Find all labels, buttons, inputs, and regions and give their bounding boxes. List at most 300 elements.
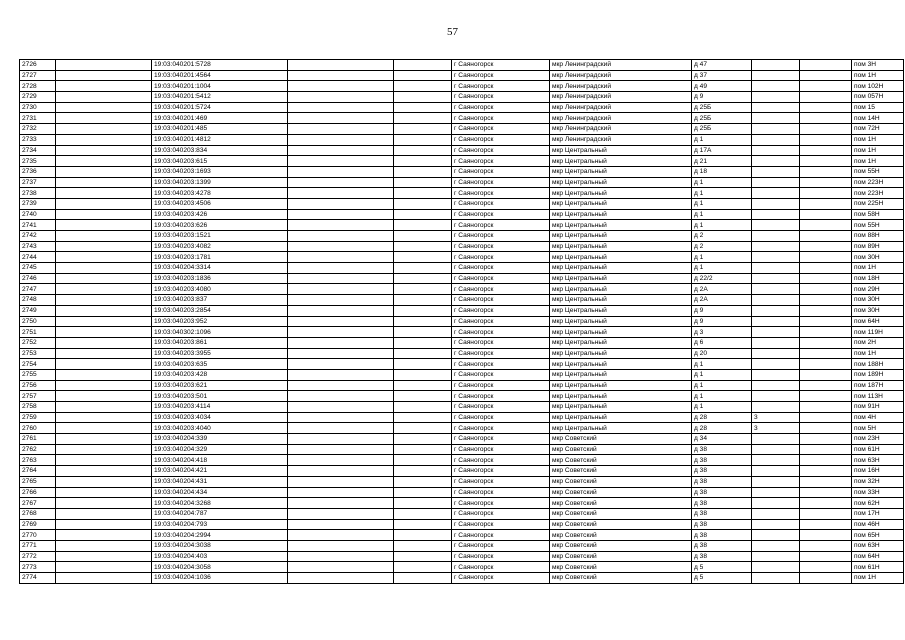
empty-cell: [288, 295, 394, 306]
empty-cell: [800, 273, 852, 284]
empty-cell: [288, 476, 394, 487]
empty-cell: [56, 198, 152, 209]
district-cell: мкр Центральный: [550, 252, 692, 263]
empty-cell: [800, 188, 852, 199]
premises-cell: пом 30Н: [852, 295, 904, 306]
empty-cell: [288, 231, 394, 242]
empty-cell: [394, 551, 452, 562]
table-row: [20, 391, 904, 402]
empty-cell: [394, 177, 452, 188]
empty-cell: [800, 220, 852, 231]
row-number-cell: 2735: [20, 156, 56, 167]
cadastral-number-cell: 19:03:040203:4082: [152, 241, 288, 252]
city-cell: г Саяногорск: [452, 444, 550, 455]
row-number-cell: 2746: [20, 273, 56, 284]
district-cell: мкр Центральный: [550, 369, 692, 380]
building-cell: [752, 466, 800, 477]
empty-cell: [800, 476, 852, 487]
district-cell: мкр Центральный: [550, 348, 692, 359]
city-cell: г Саяногорск: [452, 337, 550, 348]
empty-cell: [800, 359, 852, 370]
row-number-cell: 2733: [20, 134, 56, 145]
district-cell: мкр Центральный: [550, 220, 692, 231]
house-cell: д 38: [692, 444, 752, 455]
empty-cell: [288, 156, 394, 167]
row-number-cell: 2761: [20, 434, 56, 445]
row-number-cell: 2774: [20, 573, 56, 584]
empty-cell: [394, 476, 452, 487]
table-row: [20, 295, 904, 306]
row-number-cell: 2760: [20, 423, 56, 434]
row-number-cell: 2754: [20, 359, 56, 370]
cadastral-number-cell: 19:03:040204:421: [152, 466, 288, 477]
cadastral-number-cell: 19:03:040203:501: [152, 391, 288, 402]
house-cell: д 38: [692, 508, 752, 519]
city-cell: г Саяногорск: [452, 348, 550, 359]
empty-cell: [288, 391, 394, 402]
city-cell: г Саяногорск: [452, 412, 550, 423]
row-number-cell: 2731: [20, 113, 56, 124]
row-number-cell: 2766: [20, 487, 56, 498]
city-cell: г Саяногорск: [452, 476, 550, 487]
empty-cell: [800, 145, 852, 156]
house-cell: д 1: [692, 209, 752, 220]
empty-cell: [56, 530, 152, 541]
house-cell: д 34: [692, 434, 752, 445]
empty-cell: [56, 444, 152, 455]
building-cell: 3: [752, 423, 800, 434]
district-cell: мкр Центральный: [550, 273, 692, 284]
table-row: [20, 305, 904, 316]
building-cell: [752, 145, 800, 156]
city-cell: г Саяногорск: [452, 573, 550, 584]
empty-cell: [288, 252, 394, 263]
city-cell: г Саяногорск: [452, 284, 550, 295]
empty-cell: [800, 519, 852, 530]
district-cell: мкр Центральный: [550, 359, 692, 370]
empty-cell: [394, 220, 452, 231]
empty-cell: [394, 113, 452, 124]
empty-cell: [288, 444, 394, 455]
cadastral-number-cell: 19:03:040203:4114: [152, 402, 288, 413]
cadastral-number-cell: 19:03:040203:635: [152, 359, 288, 370]
building-cell: [752, 337, 800, 348]
city-cell: г Саяногорск: [452, 455, 550, 466]
empty-cell: [56, 188, 152, 199]
empty-cell: [56, 540, 152, 551]
city-cell: г Саяногорск: [452, 402, 550, 413]
empty-cell: [800, 305, 852, 316]
empty-cell: [288, 263, 394, 274]
empty-cell: [56, 273, 152, 284]
table-row: [20, 60, 904, 71]
city-cell: г Саяногорск: [452, 487, 550, 498]
empty-cell: [394, 508, 452, 519]
premises-cell: пом 29Н: [852, 284, 904, 295]
cadastral-number-cell: 19:03:040203:861: [152, 337, 288, 348]
table-row: [20, 498, 904, 509]
district-cell: мкр Ленинградский: [550, 113, 692, 124]
empty-cell: [288, 273, 394, 284]
building-cell: [752, 402, 800, 413]
table-row: [20, 220, 904, 231]
empty-cell: [394, 166, 452, 177]
empty-cell: [288, 188, 394, 199]
cadastral-number-cell: 19:03:040203:3955: [152, 348, 288, 359]
building-cell: [752, 113, 800, 124]
table-row: [20, 337, 904, 348]
row-number-cell: 2742: [20, 231, 56, 242]
cadastral-number-cell: 19:03:040204:2994: [152, 530, 288, 541]
empty-cell: [800, 540, 852, 551]
row-number-cell: 2738: [20, 188, 56, 199]
premises-cell: пом 1Н: [852, 263, 904, 274]
table-row: [20, 476, 904, 487]
empty-cell: [288, 198, 394, 209]
city-cell: г Саяногорск: [452, 188, 550, 199]
empty-cell: [56, 551, 152, 562]
empty-cell: [394, 562, 452, 573]
city-cell: г Саяногорск: [452, 198, 550, 209]
premises-cell: пом 223Н: [852, 177, 904, 188]
empty-cell: [394, 348, 452, 359]
empty-cell: [800, 113, 852, 124]
house-cell: д 47: [692, 60, 752, 71]
row-number-cell: 2759: [20, 412, 56, 423]
table-row: [20, 209, 904, 220]
empty-cell: [56, 562, 152, 573]
empty-cell: [56, 359, 152, 370]
empty-cell: [800, 455, 852, 466]
row-number-cell: 2755: [20, 369, 56, 380]
empty-cell: [800, 81, 852, 92]
building-cell: [752, 263, 800, 274]
empty-cell: [800, 177, 852, 188]
row-number-cell: 2768: [20, 508, 56, 519]
premises-cell: пом 63Н: [852, 455, 904, 466]
cadastral-number-cell: 19:03:040203:626: [152, 220, 288, 231]
house-cell: д 9: [692, 316, 752, 327]
premises-cell: пом 89Н: [852, 241, 904, 252]
premises-cell: пом 64Н: [852, 316, 904, 327]
cadastral-number-cell: 19:03:040201:5724: [152, 102, 288, 113]
building-cell: [752, 70, 800, 81]
table-row: [20, 466, 904, 477]
empty-cell: [56, 434, 152, 445]
empty-cell: [56, 391, 152, 402]
district-cell: мкр Советский: [550, 434, 692, 445]
table-row: [20, 359, 904, 370]
row-number-cell: 2767: [20, 498, 56, 509]
row-number-cell: 2762: [20, 444, 56, 455]
empty-cell: [56, 113, 152, 124]
district-cell: мкр Советский: [550, 444, 692, 455]
house-cell: д 38: [692, 487, 752, 498]
house-cell: д 9: [692, 92, 752, 103]
empty-cell: [394, 466, 452, 477]
empty-cell: [288, 70, 394, 81]
empty-cell: [56, 466, 152, 477]
premises-cell: пом 88Н: [852, 231, 904, 242]
building-cell: [752, 81, 800, 92]
empty-cell: [56, 519, 152, 530]
empty-cell: [394, 412, 452, 423]
empty-cell: [394, 198, 452, 209]
empty-cell: [288, 359, 394, 370]
city-cell: г Саяногорск: [452, 145, 550, 156]
house-cell: д 38: [692, 530, 752, 541]
register-body: [20, 60, 904, 584]
empty-cell: [800, 156, 852, 167]
premises-cell: пом 17Н: [852, 508, 904, 519]
row-number-cell: 2726: [20, 60, 56, 71]
empty-cell: [394, 231, 452, 242]
house-cell: д 1: [692, 134, 752, 145]
table-row: [20, 273, 904, 284]
row-number-cell: 2737: [20, 177, 56, 188]
building-cell: [752, 316, 800, 327]
building-cell: 3: [752, 412, 800, 423]
house-cell: д 20: [692, 348, 752, 359]
empty-cell: [800, 380, 852, 391]
premises-cell: пом 1Н: [852, 70, 904, 81]
table-row: [20, 519, 904, 530]
empty-cell: [288, 551, 394, 562]
building-cell: [752, 359, 800, 370]
cadastral-number-cell: 19:03:040201:1004: [152, 81, 288, 92]
district-cell: мкр Центральный: [550, 391, 692, 402]
house-cell: д 38: [692, 498, 752, 509]
house-cell: д 9: [692, 305, 752, 316]
row-number-cell: 2749: [20, 305, 56, 316]
building-cell: [752, 498, 800, 509]
building-cell: [752, 573, 800, 584]
empty-cell: [288, 60, 394, 71]
city-cell: г Саяногорск: [452, 209, 550, 220]
empty-cell: [800, 508, 852, 519]
row-number-cell: 2756: [20, 380, 56, 391]
row-number-cell: 2744: [20, 252, 56, 263]
empty-cell: [394, 134, 452, 145]
building-cell: [752, 241, 800, 252]
empty-cell: [56, 166, 152, 177]
empty-cell: [800, 134, 852, 145]
empty-cell: [394, 540, 452, 551]
premises-cell: пом 72Н: [852, 124, 904, 135]
cadastral-number-cell: 19:03:040203:4080: [152, 284, 288, 295]
empty-cell: [800, 295, 852, 306]
building-cell: [752, 295, 800, 306]
house-cell: д 1: [692, 263, 752, 274]
building-cell: [752, 177, 800, 188]
city-cell: г Саяногорск: [452, 305, 550, 316]
cadastral-number-cell: 19:03:040203:1693: [152, 166, 288, 177]
cadastral-number-cell: 19:03:040203:428: [152, 369, 288, 380]
district-cell: мкр Центральный: [550, 337, 692, 348]
table-row: [20, 145, 904, 156]
empty-cell: [288, 455, 394, 466]
district-cell: мкр Советский: [550, 498, 692, 509]
row-number-cell: 2728: [20, 81, 56, 92]
building-cell: [752, 284, 800, 295]
district-cell: мкр Центральный: [550, 423, 692, 434]
empty-cell: [56, 220, 152, 231]
empty-cell: [800, 562, 852, 573]
empty-cell: [56, 337, 152, 348]
row-number-cell: 2769: [20, 519, 56, 530]
empty-cell: [800, 166, 852, 177]
empty-cell: [394, 573, 452, 584]
building-cell: [752, 476, 800, 487]
building-cell: [752, 102, 800, 113]
house-cell: д 1: [692, 391, 752, 402]
city-cell: г Саяногорск: [452, 252, 550, 263]
empty-cell: [800, 124, 852, 135]
house-cell: д 38: [692, 551, 752, 562]
house-cell: д 38: [692, 540, 752, 551]
empty-cell: [800, 348, 852, 359]
district-cell: мкр Центральный: [550, 241, 692, 252]
cadastral-number-cell: 19:03:040203:1781: [152, 252, 288, 263]
page-number: 57: [447, 26, 458, 38]
empty-cell: [56, 156, 152, 167]
empty-cell: [394, 92, 452, 103]
house-cell: д 2А: [692, 284, 752, 295]
premises-cell: пом 057Н: [852, 92, 904, 103]
table-row: [20, 81, 904, 92]
premises-cell: пом 55Н: [852, 166, 904, 177]
table-row: [20, 124, 904, 135]
district-cell: мкр Центральный: [550, 316, 692, 327]
table-row: [20, 348, 904, 359]
cadastral-number-cell: 19:03:040203:1399: [152, 177, 288, 188]
district-cell: мкр Центральный: [550, 198, 692, 209]
empty-cell: [394, 241, 452, 252]
empty-cell: [288, 562, 394, 573]
row-number-cell: 2736: [20, 166, 56, 177]
empty-cell: [800, 70, 852, 81]
premises-cell: пом 64Н: [852, 551, 904, 562]
table-row: [20, 412, 904, 423]
empty-cell: [288, 145, 394, 156]
cadastral-number-cell: 19:03:040204:418: [152, 455, 288, 466]
building-cell: [752, 455, 800, 466]
empty-cell: [800, 530, 852, 541]
row-number-cell: 2743: [20, 241, 56, 252]
row-number-cell: 2758: [20, 402, 56, 413]
empty-cell: [394, 252, 452, 263]
building-cell: [752, 369, 800, 380]
city-cell: г Саяногорск: [452, 530, 550, 541]
premises-cell: пом 61Н: [852, 444, 904, 455]
city-cell: г Саяногорск: [452, 81, 550, 92]
empty-cell: [288, 92, 394, 103]
city-cell: г Саяногорск: [452, 156, 550, 167]
table-row: [20, 113, 904, 124]
empty-cell: [394, 70, 452, 81]
row-number-cell: 2771: [20, 540, 56, 551]
empty-cell: [288, 316, 394, 327]
premises-cell: пом 16Н: [852, 466, 904, 477]
empty-cell: [56, 412, 152, 423]
row-number-cell: 2770: [20, 530, 56, 541]
empty-cell: [56, 423, 152, 434]
premises-cell: пом 225Н: [852, 198, 904, 209]
empty-cell: [56, 81, 152, 92]
empty-cell: [56, 295, 152, 306]
building-cell: [752, 348, 800, 359]
empty-cell: [800, 316, 852, 327]
cadastral-number-cell: 19:03:040201:5412: [152, 92, 288, 103]
city-cell: г Саяногорск: [452, 102, 550, 113]
empty-cell: [288, 134, 394, 145]
empty-cell: [288, 220, 394, 231]
row-number-cell: 2773: [20, 562, 56, 573]
district-cell: мкр Ленинградский: [550, 81, 692, 92]
empty-cell: [800, 241, 852, 252]
table-row: [20, 231, 904, 242]
premises-cell: пом 1Н: [852, 348, 904, 359]
empty-cell: [56, 92, 152, 103]
city-cell: г Саяногорск: [452, 369, 550, 380]
empty-cell: [56, 348, 152, 359]
city-cell: г Саяногорск: [452, 434, 550, 445]
cadastral-number-cell: 19:03:040201:4812: [152, 134, 288, 145]
district-cell: мкр Ленинградский: [550, 60, 692, 71]
empty-cell: [288, 573, 394, 584]
district-cell: мкр Советский: [550, 519, 692, 530]
district-cell: мкр Центральный: [550, 295, 692, 306]
city-cell: г Саяногорск: [452, 92, 550, 103]
premises-cell: пом 4Н: [852, 412, 904, 423]
cadastral-number-cell: 19:03:040201:4564: [152, 70, 288, 81]
district-cell: мкр Ленинградский: [550, 102, 692, 113]
district-cell: мкр Центральный: [550, 209, 692, 220]
building-cell: [752, 380, 800, 391]
empty-cell: [288, 124, 394, 135]
premises-cell: пом 1Н: [852, 134, 904, 145]
table-row: [20, 70, 904, 81]
row-number-cell: 2757: [20, 391, 56, 402]
house-cell: д 17А: [692, 145, 752, 156]
premises-cell: пом 63Н: [852, 540, 904, 551]
premises-cell: пом 23Н: [852, 434, 904, 445]
house-cell: д 22/2: [692, 273, 752, 284]
city-cell: г Саяногорск: [452, 423, 550, 434]
empty-cell: [288, 380, 394, 391]
cadastral-number-cell: 19:03:040203:615: [152, 156, 288, 167]
cadastral-number-cell: 19:03:040302:1096: [152, 327, 288, 338]
empty-cell: [288, 530, 394, 541]
empty-cell: [800, 60, 852, 71]
cadastral-number-cell: 19:03:040203:4040: [152, 423, 288, 434]
house-cell: д 28: [692, 412, 752, 423]
house-cell: д 21: [692, 156, 752, 167]
district-cell: мкр Советский: [550, 487, 692, 498]
table-row: [20, 316, 904, 327]
city-cell: г Саяногорск: [452, 380, 550, 391]
house-cell: д 1: [692, 198, 752, 209]
district-cell: мкр Ленинградский: [550, 124, 692, 135]
cadastral-number-cell: 19:03:040203:2854: [152, 305, 288, 316]
row-number-cell: 2747: [20, 284, 56, 295]
cadastral-number-cell: 19:03:040203:4278: [152, 188, 288, 199]
empty-cell: [56, 102, 152, 113]
empty-cell: [56, 231, 152, 242]
empty-cell: [800, 369, 852, 380]
empty-cell: [394, 327, 452, 338]
row-number-cell: 2732: [20, 124, 56, 135]
